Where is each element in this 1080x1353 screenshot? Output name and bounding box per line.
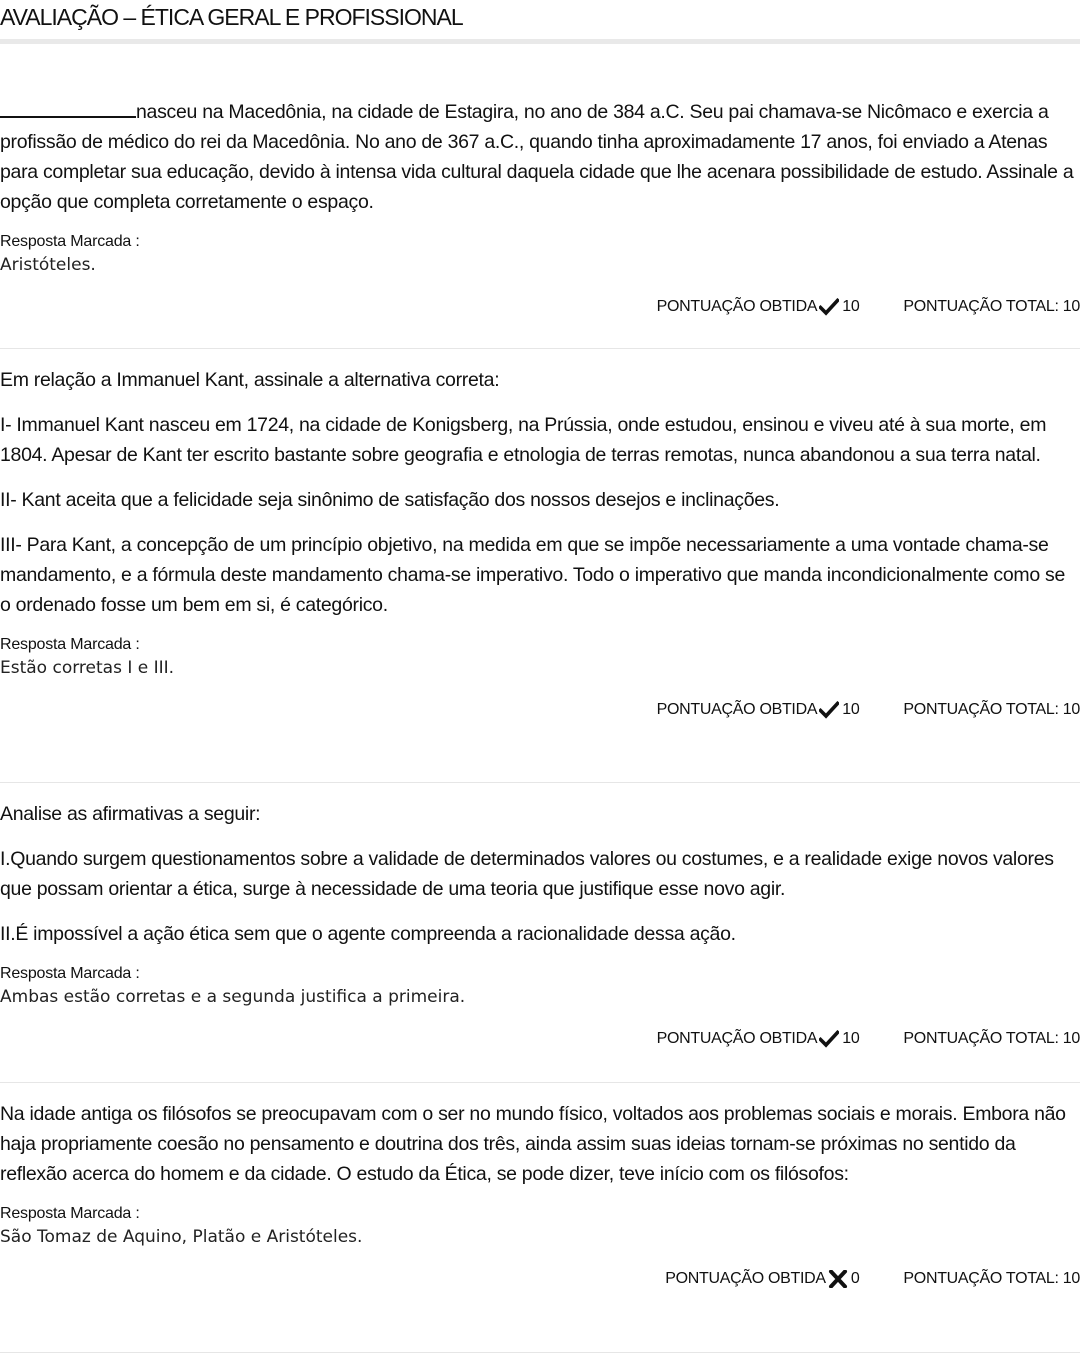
score-obtained-value: 10	[842, 298, 860, 315]
score-obtained-label: PONTUAÇÃO OBTIDA	[665, 1270, 826, 1287]
question-paragraph: I- Immanuel Kant nasceu em 1724, na cidade de Konigsberg, na Prússia, onde estudou, ensinou e viveu até à sua morte, em 1804. Apesar de Kant ter escrito bastante sobre geografia e etnologia de terras remotas, nunca abandonou a sua terra natal.	[0, 414, 1047, 466]
marked-answer: Ambas estão corretas e a segunda justifica a primeira.	[0, 987, 466, 1007]
question-text	[0, 365, 1080, 620]
score-total: PONTUAÇÃO TOTAL: 10	[903, 1270, 1080, 1287]
check-icon	[819, 701, 839, 719]
marked-answer: Aristóteles.	[0, 255, 96, 275]
score-obtained-value: 10	[842, 1030, 860, 1047]
question-paragraph: II- Kant aceita que a felicidade seja sinônimo de satisfação dos nossos desejos e inclinações.	[0, 489, 780, 511]
score-obtained-label: PONTUAÇÃO OBTIDA	[656, 1030, 818, 1047]
marked-answer: São Tomaz de Aquino, Platão e Aristóteles.	[0, 1227, 363, 1247]
fill-blank	[0, 96, 136, 118]
answer-label: Resposta Marcada :	[0, 1205, 140, 1222]
answer-label: Resposta Marcada :	[0, 965, 140, 982]
page-header	[0, 0, 1080, 44]
score-obtained-label: PONTUAÇÃO OBTIDA	[656, 701, 818, 718]
score-row	[0, 695, 1080, 725]
score-obtained	[657, 1030, 860, 1048]
question-3	[0, 783, 1080, 1083]
question-paragraph: III- Para Kant, a concepção de um princípio objetivo, na medida em que se impõe necessariamente a uma vontade chama-se mandamento, e a fórmula deste mandamento chama-se imperativo. Todo o imperativo que manda incondicionalmente como se o ordenado fosse um bem em si, é categórico.	[0, 534, 1066, 616]
score-row	[0, 292, 1080, 322]
score-total: PONTUAÇÃO TOTAL: 10	[903, 701, 1080, 718]
marked-answer: Estão corretas I e III.	[0, 658, 175, 678]
answer-label: Resposta Marcada :	[0, 233, 140, 250]
question-text	[0, 1099, 1080, 1189]
answer-label: Resposta Marcada :	[0, 636, 140, 653]
question-paragraph: II.É impossível a ação ética sem que o agente compreenda a racionalidade dessa ação.	[0, 923, 736, 945]
question-text	[0, 96, 1080, 217]
page-title: AVALIAÇÃO – ÉTICA GERAL E PROFISSIONAL	[0, 4, 463, 30]
check-icon	[819, 298, 839, 316]
question-2	[0, 349, 1080, 783]
score-row	[0, 1264, 1080, 1294]
question-1	[0, 44, 1080, 349]
score-total: PONTUAÇÃO TOTAL: 10	[903, 1030, 1080, 1047]
score-obtained-label: PONTUAÇÃO OBTIDA	[656, 298, 818, 315]
score-obtained-value: 0	[850, 1270, 860, 1287]
score-obtained-value: 10	[842, 701, 860, 718]
question-4	[0, 1083, 1080, 1353]
question-paragraph: Analise as afirmativas a seguir:	[0, 803, 261, 825]
check-icon	[819, 1030, 839, 1048]
score-obtained	[657, 298, 860, 316]
question-paragraph: I.Quando surgem questionamentos sobre a validade de determinados valores ou costumes, e a realidade exige novos valores que possam orientar a ética, surge à necessidade de uma teoria que justifique esse novo agir.	[0, 848, 1054, 900]
question-text	[0, 799, 1080, 949]
score-total: PONTUAÇÃO TOTAL: 10	[903, 298, 1080, 315]
score-row	[0, 1024, 1080, 1054]
questions-list	[0, 44, 1080, 1353]
x-icon	[828, 1270, 848, 1288]
score-obtained	[657, 701, 860, 719]
score-obtained	[665, 1270, 859, 1288]
question-paragraph: Na idade antiga os filósofos se preocupavam com o ser no mundo físico, voltados aos problemas sociais e morais. Embora não haja propriamente coesão no pensamento e doutrina dos três, ainda assim suas ideias tornam-se próximas no sentido da reflexão acerca do homem e da cidade. O estudo da Ética, se pode dizer, teve início com os filósofos:	[0, 1103, 1066, 1185]
question-paragraph: nasceu na Macedônia, na cidade de Estagira, no ano de 384 a.C. Seu pai chamava-se Nicômaco e exercia a profissão de médico do rei da Macedônia. No ano de 367 a.C., quando tinha aproximadamente 17 anos, foi enviado a Atenas para completar sua educação, devido à intensa vida cultural daquela cidade que lhe acenara possibilidade de estudo. Assinale a opção que completa corretamente o espaço.	[0, 96, 1080, 217]
question-paragraph: Em relação a Immanuel Kant, assinale a alternativa correta:	[0, 369, 500, 391]
